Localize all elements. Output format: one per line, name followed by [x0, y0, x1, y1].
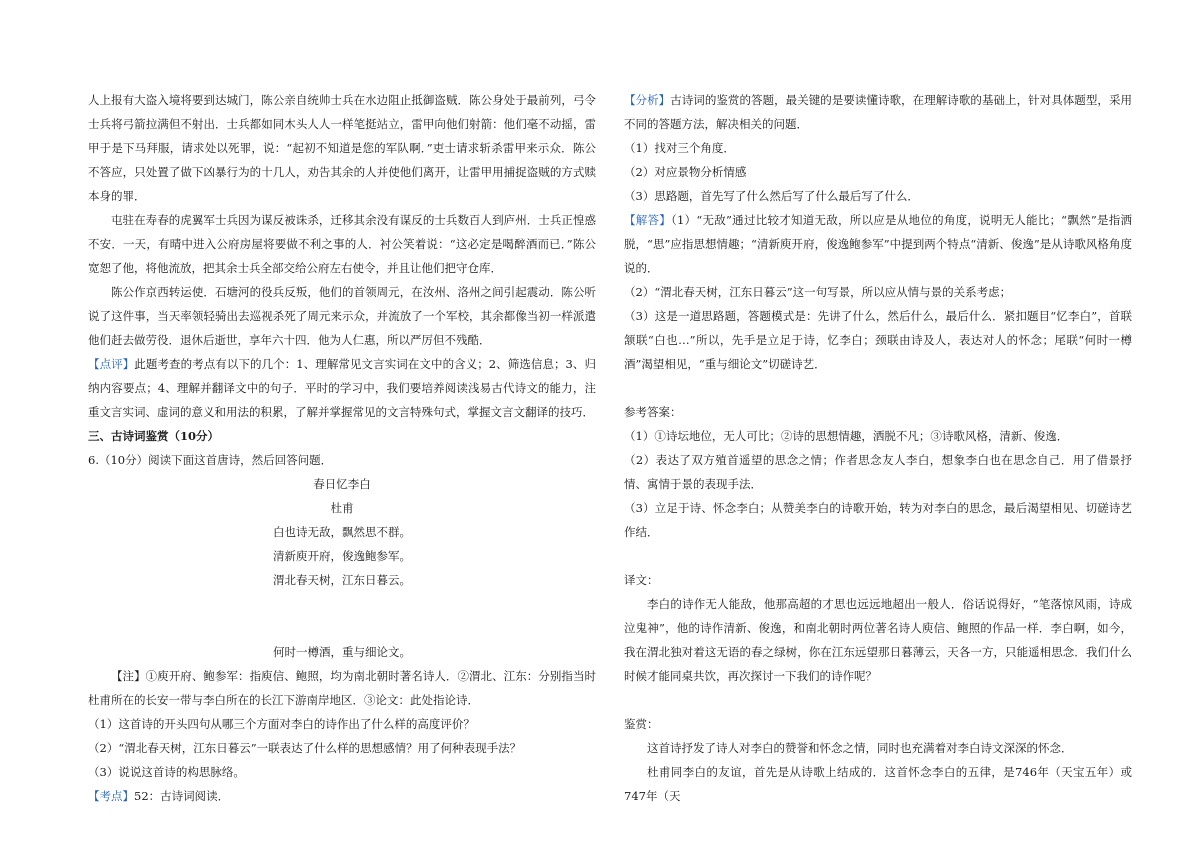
reference-answer-3: （3）立足于诗、怀念李白；从赞美李白的诗歌开始，转为对李白的思念，最后渴望相见、切磋诗艺作结．: [624, 501, 1132, 539]
appreciation-title: 鉴赏：: [624, 717, 659, 731]
translation-paragraph-3: 陈公作京西转运使．石塘河的役兵反叛，他们的首领周元，在汝州、洛州之间引起震动．陈公听说了这件事，当天率领轻骑出去巡视杀死了周元来示众，并流放了一个军校，其余都像当初一样派遣他们赶去做劳役．退休后逝世，享年六十四．他为人仁惠，所以严厉但不残酷．: [88, 285, 596, 347]
exam-point-text: 52：古诗词阅读．: [134, 789, 230, 803]
reference-answer-2: （2）表达了双方殖首遥望的思念之情；作者思念友人李白，想象李白也在思念自己．用了借景抒情、寓情于景的表现手法．: [624, 453, 1132, 491]
reference-answer-title: 参考答案：: [624, 405, 682, 419]
spacer: [624, 688, 1132, 712]
appreciation-paragraph-2: 杜甫同李白的友谊，首先是从诗歌上结成的．这首怀念李白的五律，是746年（天宝五年）或747年（天: [624, 765, 1132, 803]
analysis-tag: 【分析】: [624, 93, 671, 107]
poem-line-3: 渭北春天树，江东日暮云。: [273, 573, 411, 587]
answer-paragraph-1: [624, 208, 1132, 280]
sub-question-2: （2）“渭北春天树，江东日暮云”一联表达了什么样的思想感情？用了何种表现手法？: [88, 741, 522, 755]
poem-blank-line: [88, 592, 596, 616]
right-column: [624, 88, 1132, 808]
answer-tag: 【解答】: [624, 213, 672, 227]
question-stem: 6.（10分）阅读下面这首唐诗，然后回答问题．: [88, 453, 333, 467]
translation-paragraph-2: 屯驻在寿春的虎翼军士兵因为谋反被诛杀，迁移其余没有谋反的士兵数百人到庐州．士兵正惶惑不安．一天，有晴中进入公府房屋将要做不利之事的人．衬公笑着说：“这必定是喝醉酒而已．”陈公宽恕了他，将他流放，把其余士兵全部交给公府左右使令，并且让他们把守仓库．: [88, 213, 596, 275]
translation-text: 李白的诗作无人能敌，他那高超的才思也远远地超出一般人．俗话说得好，“笔落惊风雨，诗成泣鬼神”，他的诗作清新、俊逸，和南北朝时两位著名诗人庾信、鲍照的作品一样．李白啊，如今，我在渭北独对着这无语的春之绿树，你在江东远望那日暮薄云，天各一方，只能遥相思念．我们什么时候才能同桌共饮，再次探讨一下我们的诗作呢？: [624, 597, 1132, 683]
poem-title: 春日忆李白: [313, 477, 371, 491]
answer-paragraph-3: （3）这是一道思路题，答题模式是：先讲了什么，然后什么，最后什么．紧扣题目“忆李白”，首联颔联“白也…”所以，先手是立足于诗，忆李白；颈联由诗及人，表达对人的怀念；尾联“何时一樽酒”渴望相见，“重与细论文”切磋诗艺．: [624, 309, 1132, 371]
spacer: [624, 544, 1132, 568]
sub-question-1: （1）这首诗的开头四句从哪三个方面对李白的诗作出了什么样的高度评价？: [88, 717, 475, 731]
exam-point-tag: 【考点】: [88, 789, 134, 803]
poem-author: 杜甫: [330, 501, 354, 515]
poem-blank-line-2: [88, 616, 596, 640]
translation-title: 译文：: [624, 573, 659, 587]
poem-note: 【注】①庾开府、鲍参军：指庾信、鲍照，均为南北朝时著名诗人．②渭北、江东：分别指当时杜甫所在的长安一带与李白所在的长江下游南岸地区．③论文：此处指论诗．: [88, 669, 596, 707]
analysis-step-3: （3）思路题，首先写了什么然后写了什么最后写了什么．: [624, 189, 919, 203]
poem-line-2: 清新庾开府，俊逸鲍参军。: [273, 549, 411, 563]
commentary-text: 此题考查的考点有以下的几个：1、理解常见文言实词在文中的含义；2、筛选信息；3、归纳内容要点；4、理解并翻译文中的句子．平时的学习中，我们要培养阅读浅易古代诗文的能力，注重文言实词、虚词的意义和用法的积累，了解并掌握常见的文言特殊句式，掌握文言文翻译的技巧．: [88, 357, 596, 419]
translation-paragraph-1: 人上报有大盗入境将要到达城门，陈公亲自统帅士兵在水边阻止抵御盗贼．陈公身处于最前列，弓令士兵将弓箭拉满但不射出．士兵都如同木头人人一样笔挺站立，雷甲向他们射箭：他们毫不动摇，雷甲于是下马拜服，请求处以死罪，说：“起初不知道是您的军队啊．”吏士请求斩杀雷甲来示众．陈公不答应，只处置了做下凶暴行为的十几人，劝告其余的人并使他们离开，让雷甲用捕捉盗贼的方式赎本身的罪．: [88, 93, 596, 203]
analysis-step-1: （1）找对三个角度．: [624, 141, 735, 155]
appreciation-paragraph-1: 这首诗抒发了诗人对李白的赞誉和怀念之情，同时也充满着对李白诗文深深的怀念．: [647, 741, 1073, 755]
analysis-text: 古诗词的鉴赏的答题，最关键的是要读懂诗歌，在理解诗歌的基础上，针对具体题型，采用不同的答题方法，解决相关的问题．: [624, 93, 1132, 131]
answer-paragraph-2: （2）“渭北春天树，江东日暮云”这一句写景，所以应从情与景的关系考虑；: [624, 285, 1012, 299]
poem-line-4: 何时一樽酒，重与细论文。: [273, 645, 411, 659]
exam-point: [88, 784, 596, 808]
analysis-paragraph: [624, 88, 1132, 136]
section-title: 三、古诗词鉴赏（10分）: [88, 429, 220, 443]
reference-answer-1: （1）①诗坛地位，无人可比；②诗的思想情趣，洒脱不凡；③诗歌风格，清新、俊逸．: [624, 429, 1069, 443]
commentary-paragraph: [88, 352, 596, 424]
answer-text-1: （1）“无敌”通过比较才知道无敌，所以应是从地位的角度，说明无人能比；“飘然”是指洒脱，“思”应指思想情趣；“清新庾开府，俊逸鲍参军”中提到两个特点“清新、俊逸”是从诗歌风格角度说的．: [624, 213, 1132, 275]
sub-question-3: （3）说说这首诗的构思脉络。: [88, 765, 245, 779]
spacer: [624, 376, 1132, 400]
commentary-tag: 【点评】: [88, 357, 135, 371]
left-column: [88, 88, 596, 808]
analysis-step-2: （2）对应景物分析情感: [624, 165, 747, 179]
poem-line-1: 白也诗无敌，飘然思不群。: [273, 525, 411, 539]
